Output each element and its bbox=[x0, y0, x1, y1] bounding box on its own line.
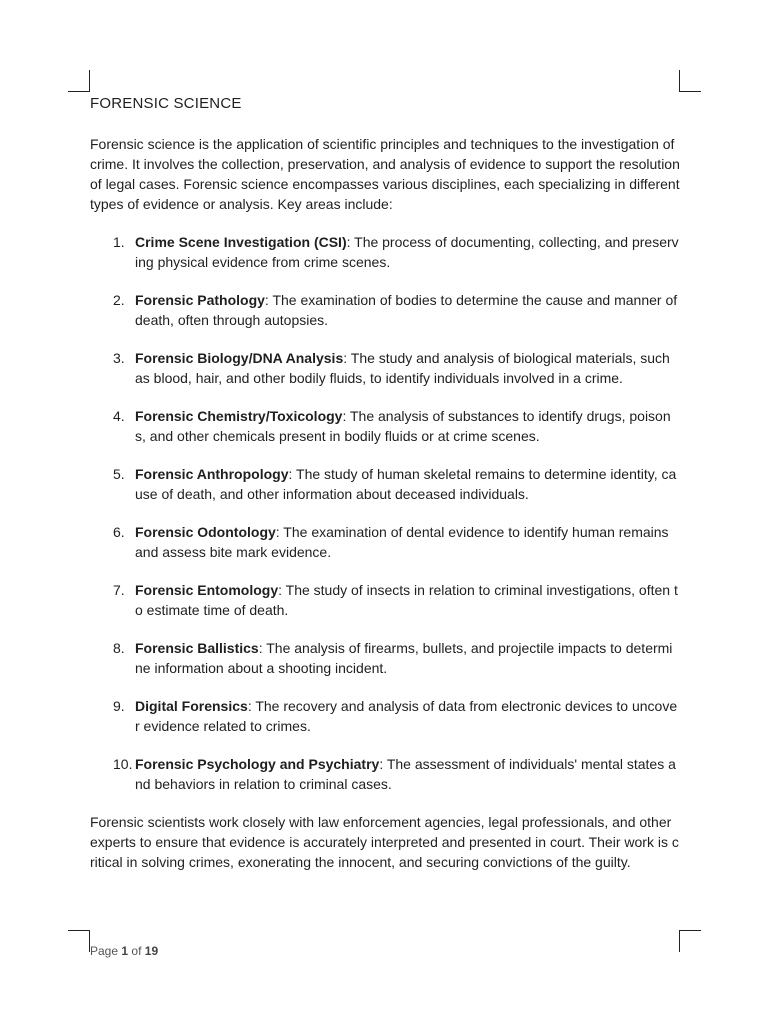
list-item-number: 5. bbox=[113, 466, 125, 482]
list-item-description: : The examination of bodies to determine the cause and manner of death, often through autopsies. bbox=[135, 292, 678, 328]
list-item bbox=[90, 464, 680, 504]
list-item-number: 2. bbox=[113, 292, 125, 308]
list-item-term: Forensic Odontology bbox=[135, 524, 276, 540]
crop-mark-bottom-left bbox=[68, 930, 90, 952]
list-item-term: Digital Forensics bbox=[135, 698, 248, 714]
list-item-term: Forensic Ballistics bbox=[135, 640, 259, 656]
list-item-term: Forensic Biology/DNA Analysis bbox=[135, 350, 344, 366]
document-title: FORENSIC SCIENCE bbox=[90, 95, 242, 112]
list-item bbox=[90, 580, 680, 620]
list-item-term: Forensic Chemistry/Toxicology bbox=[135, 408, 343, 424]
list-item-number: 7. bbox=[113, 582, 125, 598]
total-pages-number: 19 bbox=[144, 944, 159, 958]
list-item bbox=[90, 638, 680, 678]
list-item-term: Crime Scene Investigation (CSI) bbox=[135, 234, 347, 250]
crop-mark-top-left bbox=[68, 70, 90, 92]
list-item-description: : The examination of dental evidence to identify human remains and assess bite mark evidence. bbox=[135, 524, 669, 560]
conclusion-paragraph: Forensic scientists work closely with law enforcement agencies, legal professionals, and other experts to ensure that evidence is accurately interpreted and presented in court. Their work is critical in solving crimes, exonerating the innocent, and securing convictions of the guilty. bbox=[90, 814, 679, 870]
list-item bbox=[90, 696, 680, 736]
list-item-number: 1. bbox=[113, 234, 125, 250]
list-item-description: : The analysis of firearms, bullets, and projectile impacts to determine information about a shooting incident. bbox=[135, 640, 673, 676]
list-item-term: Forensic Pathology bbox=[135, 292, 265, 308]
list-item-term: Forensic Entomology bbox=[135, 582, 279, 598]
list-item-description: : The study of human skeletal remains to determine identity, cause of death, and other information about deceased individuals. bbox=[135, 466, 677, 502]
key-areas-list bbox=[90, 232, 680, 794]
crop-mark-top-right bbox=[679, 70, 701, 92]
list-item-description: : The analysis of substances to identify drugs, poisons, and other chemicals present in bodily fluids or at crime scenes. bbox=[135, 408, 671, 444]
list-item-number: 4. bbox=[113, 408, 125, 424]
list-item bbox=[90, 754, 680, 794]
list-item bbox=[90, 290, 680, 330]
list-item-term: Forensic Anthropology bbox=[135, 466, 289, 482]
of-label: of bbox=[131, 944, 142, 958]
list-item bbox=[90, 406, 680, 446]
list-item-number: 3. bbox=[113, 350, 125, 366]
list-item-number: 6. bbox=[113, 524, 125, 540]
list-item-number: 8. bbox=[113, 640, 125, 656]
list-item-number: 9. bbox=[113, 698, 125, 714]
current-page-number: 1 bbox=[121, 944, 129, 958]
list-item bbox=[90, 522, 680, 562]
list-item bbox=[90, 232, 680, 272]
list-item-term: Forensic Psychology and Psychiatry bbox=[135, 756, 380, 772]
intro-paragraph: Forensic science is the application of scientific principles and techniques to the investigation of crime. It involves the collection, preservation, and analysis of evidence to support the resolution of legal cases. Forensic science encompasses various disciplines, each specializing in different types of evidence or analysis. Key areas include: bbox=[90, 136, 680, 212]
list-item-description: : The recovery and analysis of data from electronic devices to uncover evidence related to crimes. bbox=[135, 698, 678, 734]
list-item-number: 10. bbox=[113, 756, 133, 772]
document-body bbox=[90, 94, 680, 872]
crop-mark-bottom-right bbox=[679, 930, 701, 952]
page-label: Page bbox=[90, 944, 119, 958]
list-item-description: : The assessment of individuals' mental states and behaviors in relation to criminal cases. bbox=[135, 756, 676, 792]
list-item-description: : The study of insects in relation to criminal investigations, often to estimate time of death. bbox=[135, 582, 678, 618]
list-item-description: : The process of documenting, collecting, and preserving physical evidence from crime scenes. bbox=[135, 234, 679, 270]
list-item bbox=[90, 348, 680, 388]
page-footer bbox=[90, 944, 158, 958]
list-item-description: : The study and analysis of biological materials, such as blood, hair, and other bodily fluids, to identify individuals involved in a crime. bbox=[135, 350, 670, 386]
